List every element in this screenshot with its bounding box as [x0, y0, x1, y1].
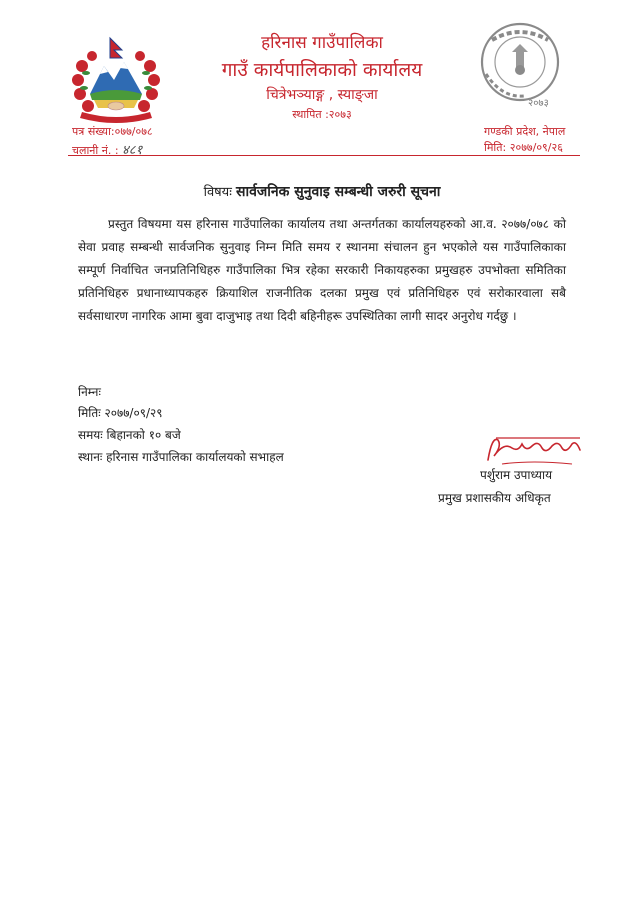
notice-body [78, 213, 566, 328]
province-label: गण्डकी प्रदेश, नेपाल [484, 125, 566, 138]
letter-number-label: पत्र संख्या: [72, 125, 115, 138]
stamp-year: २०७३ [528, 98, 549, 109]
letter-number-value: ०७७/०७८ [114, 125, 153, 138]
meeting-time: समयः बिहानको १० बजे [78, 428, 181, 442]
signatory-name: पर्शुराम उपाध्याय [480, 468, 553, 482]
header-divider [68, 155, 580, 156]
subject-text: सार्वजनिक सुनुवाइ सम्बन्धी जरुरी सूचना [236, 184, 441, 200]
established-year: स्थापित :२०७३ [292, 108, 352, 121]
notice-body-text: प्रस्तुत विषयमा यस हरिनास गाउँपालिका कार्यालय तथा अन्तर्गतका कार्यालयहरुको आ.व. २०७७/०७८ को सेवा प्रवाह सम्बन्धी सार्वजनिक सुनुवाइ निम्न मिति समय र स्थानमा संचालन हुन भएकोले यस गाउँपालिकाका सम्पूर्ण निर्वाचित जनप्रतिनिधिहरु गाउँपालिका भित्र रहेका सरकारी निकायहरुका प्रमुखहरु उपभोक्ता समितिका प्रतिनिधिहरु प्रधानाध्यापकहरु क्रियाशिल राजनीतिक दलका प्रमुख एवं प्रतिनिधिहरु एवं सरोकारवाला सबै सर्वसाधारण नागरिक आमा बुवा दाजुभाइ तथा दिदी बहिनीहरू उपस्थितिका लागी सादर अनुरोध गर्दछु । [78, 217, 566, 323]
signature-icon [482, 430, 586, 470]
subject-label: विषयः [203, 185, 232, 200]
dispatch-number-label: चलानी नं. : [72, 144, 119, 157]
letter-number [72, 124, 153, 139]
meeting-date: मितिः २०७७/०९/२९ [78, 406, 163, 420]
office-address: चित्रेभञ्याङ्ग , स्याङ्जा [266, 87, 378, 103]
details-heading: निम्नः [78, 385, 101, 399]
letter-date: मिति: २०७७/०९/२६ [484, 141, 563, 154]
meeting-place: स्थानः हरिनास गाउँपालिका कार्यालयको सभाहल [78, 450, 284, 464]
office-name: गाउँ कार्यपालिकाको कार्यालय [221, 59, 423, 81]
signatory-title: प्रमुख प्रशासकीय अधिकृत [438, 491, 551, 505]
dispatch-number-value: ४८१ [122, 143, 143, 158]
municipality-name: हरिनास गाउँपालिका [261, 33, 383, 53]
subject-line [0, 182, 644, 201]
